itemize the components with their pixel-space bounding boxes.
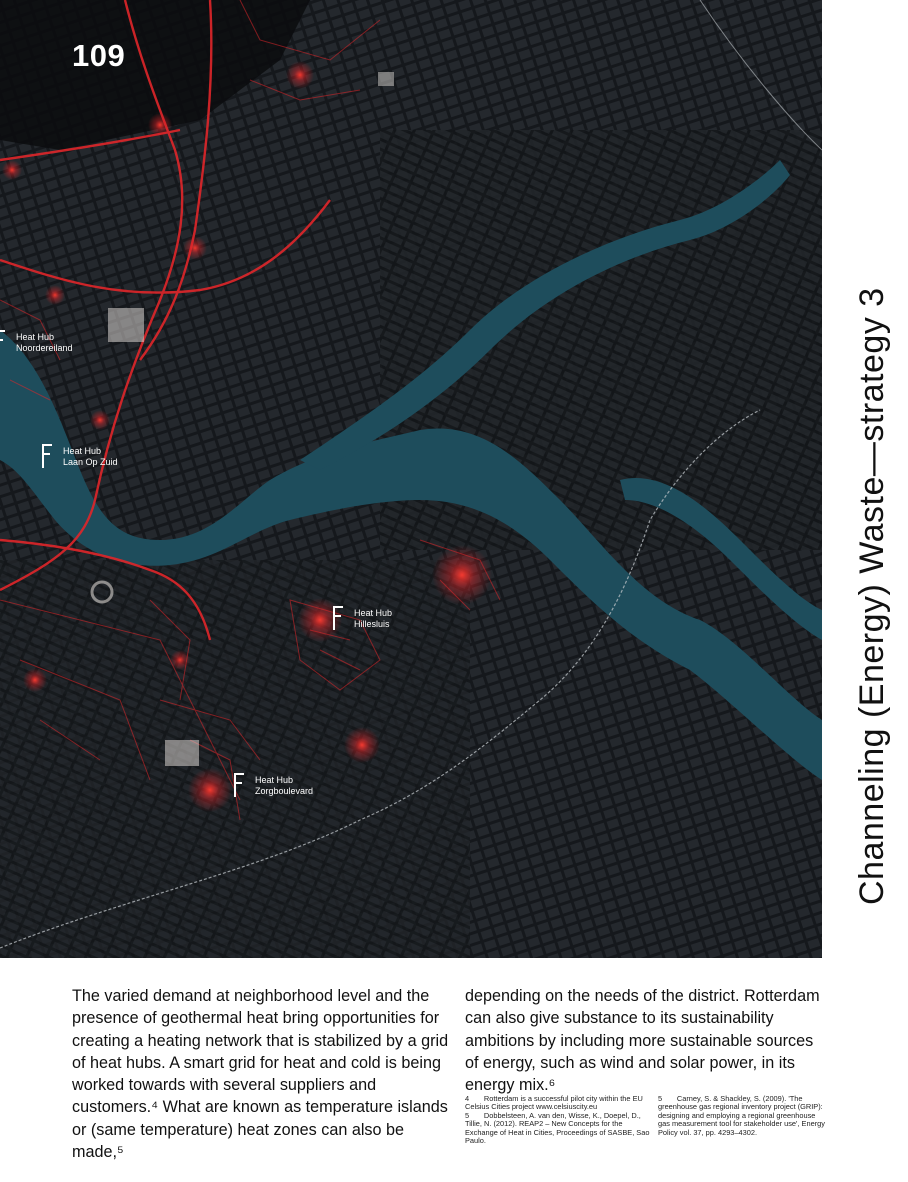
hub-label-noordereiland	[0, 330, 114, 356]
hub-title: Heat Hub	[354, 608, 393, 618]
hub-bracket-icon	[41, 444, 53, 468]
footnotes-left	[465, 1095, 650, 1145]
hub-title: Heat Hub	[255, 775, 294, 785]
running-title: Channeling (Energy) Waste—strategy 3	[853, 287, 891, 905]
hub-title: Heat Hub	[16, 332, 55, 342]
hub-name: Noordereiland	[16, 343, 73, 353]
hub-label-zorgboulevard	[233, 773, 353, 799]
footnote-5-carney: 5 Carney, S. & Shackley, S. (2009). 'The greenhouse gas regional inventory project (GRIP): designing and employing a regional greenhouse gas measurement tool for stakeholder use', Energy Policy vol. 37, pp. 4293–4302.	[658, 1094, 825, 1137]
hub-name: Hillesluis	[354, 619, 390, 629]
hub-name: Zorgboulevard	[255, 786, 314, 796]
hub-label-hillesluis	[332, 606, 452, 632]
page-number: 109	[72, 38, 126, 73]
hub-bracket-icon	[0, 330, 6, 354]
hub-name: Laan Op Zuid	[63, 457, 118, 467]
hub-label-laan-op-zuid	[41, 444, 161, 470]
hub-bracket-icon	[332, 606, 344, 630]
footnotes-right	[658, 1095, 828, 1137]
footnote-4: 4 Rotterdam is a successful pilot city within the EU Celsius Cities project www.celsiuscity.eu	[465, 1094, 643, 1112]
hub-title: Heat Hub	[63, 446, 102, 456]
body-column-1: The varied demand at neighborhood level and the presence of geothermal heat bring opportunities for creating a heating network that is stabilized by a grid of heat hubs. A smart grid for heat and cold is being worked towards with several suppliers and customers.⁴ What are known as temperature islands or (same temperature) heat zones can also be made,⁵	[72, 987, 449, 1162]
hub-bracket-icon	[233, 773, 245, 797]
body-column-2: depending on the needs of the district. Rotterdam can also give substance to its sustainability ambitions by including more sustainable sources of energy, such as wind and solar power, in its energy mix.⁶	[465, 987, 820, 1095]
footnote-5-dobbelsteen: 5 Dobbelsteen, A. van den, Wisse, K., Doepel, D., Tillie, N. (2012). REAP2 – New Concepts for the Exchange of Heat in Cities, Proceedings of SASBE, Sao Paulo.	[465, 1110, 650, 1146]
